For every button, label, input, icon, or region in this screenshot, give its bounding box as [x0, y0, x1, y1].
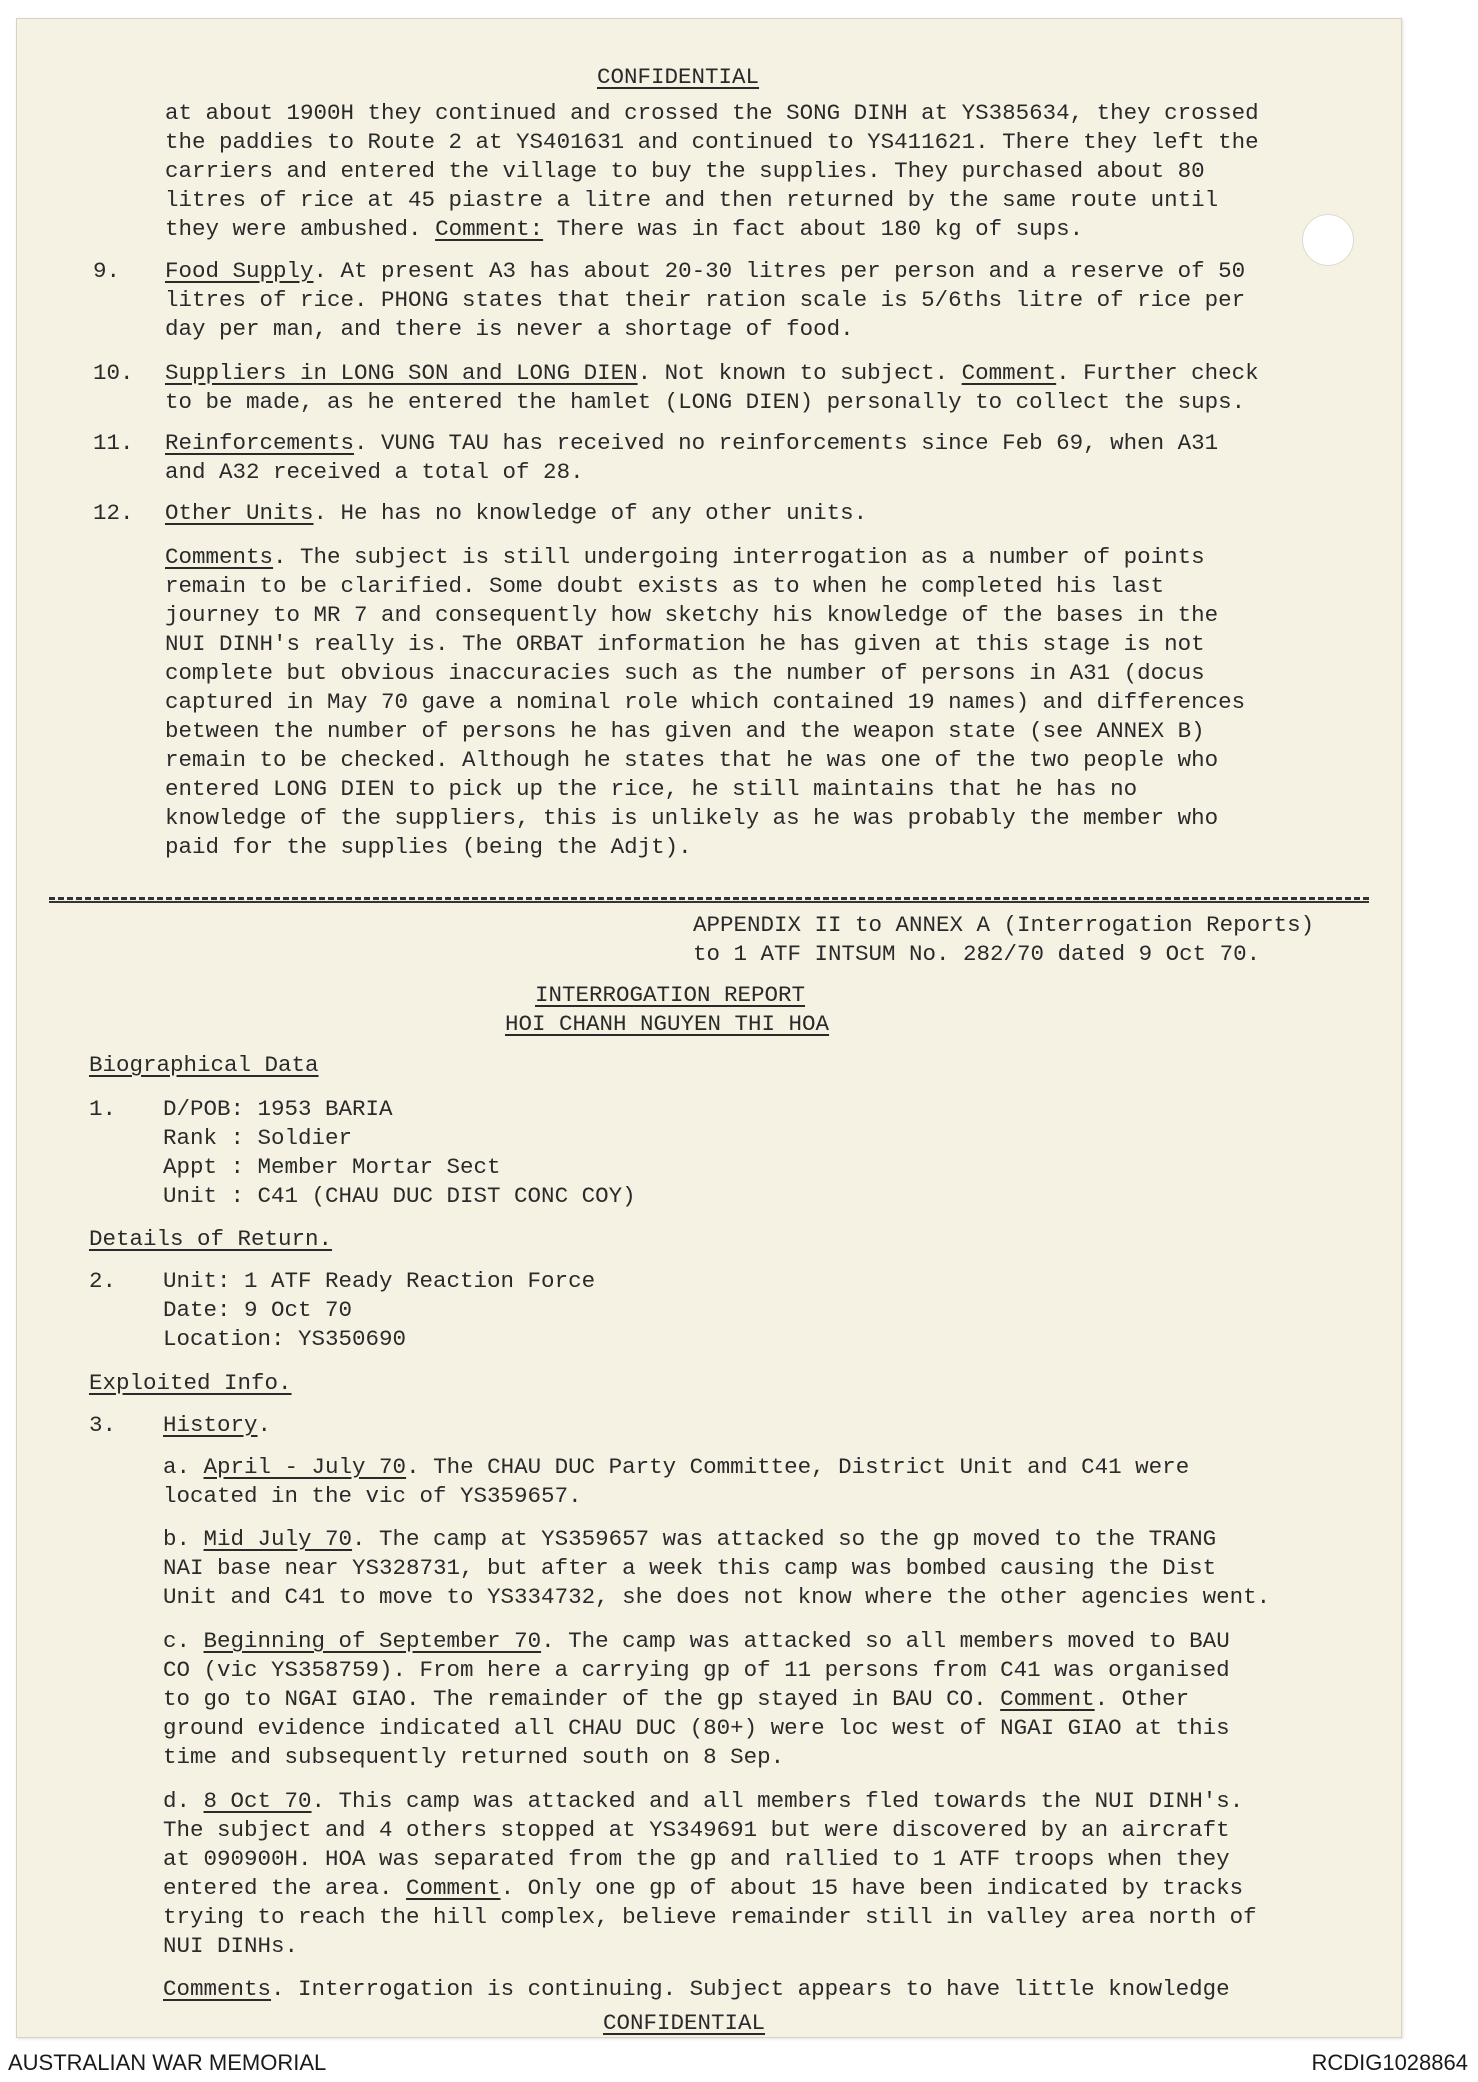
- continuation-line: at about 1900H they continued and crossed the SONG DINH at YS385634, they crossed: [165, 100, 1259, 126]
- history-date: April - July 70: [203, 1454, 407, 1480]
- history-line: trying to reach the hill complex, believe remainder still in valley area north of: [163, 1904, 1257, 1930]
- history-line: entered the area. Comment. Only one gp of about 15 have been indicated by tracks: [163, 1875, 1244, 1901]
- continuation-line: the paddies to Route 2 at YS401631 and continued to YS411621. There they left the: [165, 129, 1259, 155]
- section-heading: Exploited Info.: [89, 1370, 292, 1396]
- section-divider: [49, 901, 1369, 903]
- history-line: b. Mid July 70. The camp at YS359657 was attacked so the gp moved to the TRANG: [163, 1526, 1217, 1552]
- comments-line: complete but obvious inaccuracies such as the number of persons in A31 (docus: [165, 660, 1205, 686]
- item-number: 11.: [93, 430, 134, 456]
- section-heading: Biographical Data: [89, 1052, 319, 1078]
- report-subject: HOI CHANH NGUYEN THI HOA: [505, 1011, 830, 1037]
- comments-line: knowledge of the suppliers, this is unlikely as he was probably the member who: [165, 805, 1219, 831]
- comments-line: remain to be checked. Although he states that he was one of the two people who: [165, 747, 1219, 773]
- item-number: 9.: [93, 258, 121, 284]
- comments-line: Comments. The subject is still undergoing interrogation as a number of points: [165, 544, 1205, 570]
- comments-line: NUI DINH's really is. The ORBAT information he has given at this stage is not: [165, 631, 1205, 657]
- comments-line: between the number of persons he has given and the weapon state (see ANNEX B): [165, 718, 1205, 744]
- section-number: 1.: [89, 1096, 117, 1122]
- history-line: Unit and C41 to move to YS334732, she does not know where the other agencies went.: [163, 1584, 1271, 1610]
- bio-row: Rank : Soldier: [163, 1125, 353, 1151]
- history-line: time and subsequently returned south on 8 Sep.: [163, 1744, 785, 1770]
- item-line: litres of rice. PHONG states that their ration scale is 5/6ths litre of rice per: [165, 287, 1246, 313]
- section-heading: Details of Return.: [89, 1226, 333, 1252]
- bio-row: Unit : C41 (CHAU DUC DIST CONC COY): [163, 1183, 636, 1209]
- section-number: 2.: [89, 1268, 117, 1294]
- final-comments: Comments. Interrogation is continuing. Subject appears to have little knowledge: [163, 1976, 1230, 2002]
- item-line: and A32 received a total of 28.: [165, 459, 584, 485]
- credit-right: RCDIG1028864: [1311, 2050, 1468, 2075]
- history-date: Beginning of September 70: [203, 1628, 542, 1654]
- history-date: 8 Oct 70: [203, 1788, 312, 1814]
- punch-hole: [1302, 214, 1354, 266]
- item-line: Reinforcements. VUNG TAU has received no reinforcements since Feb 69, when A31: [165, 430, 1219, 456]
- return-row: Date: 9 Oct 70: [163, 1297, 353, 1323]
- history-line: NUI DINHs.: [163, 1933, 299, 1959]
- comment-label: Comment: [406, 1875, 501, 1901]
- comments-label: Comments: [165, 544, 274, 570]
- section-number: 3.: [89, 1412, 117, 1438]
- history-date: Mid July 70: [203, 1526, 353, 1552]
- comments-line: remain to be clarified. Some doubt exists as to when he completed his last: [165, 573, 1165, 599]
- return-row: Location: YS350690: [163, 1326, 407, 1352]
- item-heading: Suppliers in LONG SON and LONG DIEN: [165, 360, 638, 386]
- continuation-line: they were ambushed. Comment: There was in fact about 180 kg of sups.: [165, 216, 1084, 242]
- comments-line: entered LONG DIEN to pick up the rice, he still maintains that he has no: [165, 776, 1138, 802]
- comment-label: Comment: [961, 360, 1057, 386]
- history-line: a. April - July 70. The CHAU DUC Party Committee, District Unit and C41 were: [163, 1454, 1190, 1480]
- continuation-line: carriers and entered the village to buy the supplies. They purchased about 80: [165, 158, 1205, 184]
- item-heading: Reinforcements: [165, 430, 355, 456]
- document-page: [16, 18, 1402, 2038]
- history-line: to go to NGAI GIAO. The remainder of the gp stayed in BAU CO. Comment. Other: [163, 1686, 1190, 1712]
- comments-line: paid for the supplies (being the Adjt).: [165, 834, 692, 860]
- credit-left: AUSTRALIAN WAR MEMORIAL: [8, 2050, 327, 2075]
- bio-row: D/POB: 1953 BARIA: [163, 1096, 393, 1122]
- history-line: CO (vic YS358759). From here a carrying gp of 11 persons from C41 was organised: [163, 1657, 1230, 1683]
- return-row: Unit: 1 ATF Ready Reaction Force: [163, 1268, 596, 1294]
- bio-row: Appt : Member Mortar Sect: [163, 1154, 501, 1180]
- history-line: NAI base near YS328731, but after a week this camp was bombed causing the Dist: [163, 1555, 1217, 1581]
- history-line: d. 8 Oct 70. This camp was attacked and all members fled towards the NUI DINH's.: [163, 1788, 1244, 1814]
- item-line: Suppliers in LONG SON and LONG DIEN. Not known to subject. Comment. Further check: [165, 360, 1259, 386]
- comment-label: Comment: [1000, 1686, 1095, 1712]
- continuation-line: litres of rice at 45 piastre a litre and then returned by the same route until: [165, 187, 1219, 213]
- item-line: Food Supply. At present A3 has about 20-30 litres per person and a reserve of 50: [165, 258, 1246, 284]
- section-divider: [49, 897, 1369, 900]
- report-title: INTERROGATION REPORT: [535, 982, 806, 1008]
- comments-label: Comments: [163, 1976, 272, 2002]
- comment-label: Comment:: [435, 216, 544, 242]
- page-header: CONFIDENTIAL: [597, 64, 760, 90]
- comments-line: journey to MR 7 and consequently how sketchy his knowledge of the bases in the: [165, 602, 1219, 628]
- history-line: located in the vic of YS359657.: [163, 1483, 582, 1509]
- history-heading: History.: [163, 1412, 272, 1438]
- item-heading: Food Supply: [165, 258, 314, 284]
- appendix-ref: APPENDIX II to ANNEX A (Interrogation Reports): [693, 912, 1315, 938]
- history-line: ground evidence indicated all CHAU DUC (80+) were loc west of NGAI GIAO at this: [163, 1715, 1230, 1741]
- item-number: 12.: [93, 500, 134, 526]
- history-line: c. Beginning of September 70. The camp was attacked so all members moved to BAU: [163, 1628, 1230, 1654]
- item-line: Other Units. He has no knowledge of any other units.: [165, 500, 868, 526]
- item-number: 10.: [93, 360, 134, 386]
- item-line: day per man, and there is never a shortage of food.: [165, 316, 854, 342]
- comments-line: captured in May 70 gave a nominal role which contained 19 names) and differences: [165, 689, 1246, 715]
- page-footer: CONFIDENTIAL: [603, 2010, 766, 2036]
- appendix-ref: to 1 ATF INTSUM No. 282/70 dated 9 Oct 70.: [693, 941, 1261, 967]
- history-line: The subject and 4 others stopped at YS349691 but were discovered by an aircraft: [163, 1817, 1230, 1843]
- item-line: to be made, as he entered the hamlet (LONG DIEN) personally to collect the sups.: [165, 389, 1246, 415]
- history-line: at 090900H. HOA was separated from the gp and rallied to 1 ATF troops when they: [163, 1846, 1230, 1872]
- item-heading: Other Units: [165, 500, 314, 526]
